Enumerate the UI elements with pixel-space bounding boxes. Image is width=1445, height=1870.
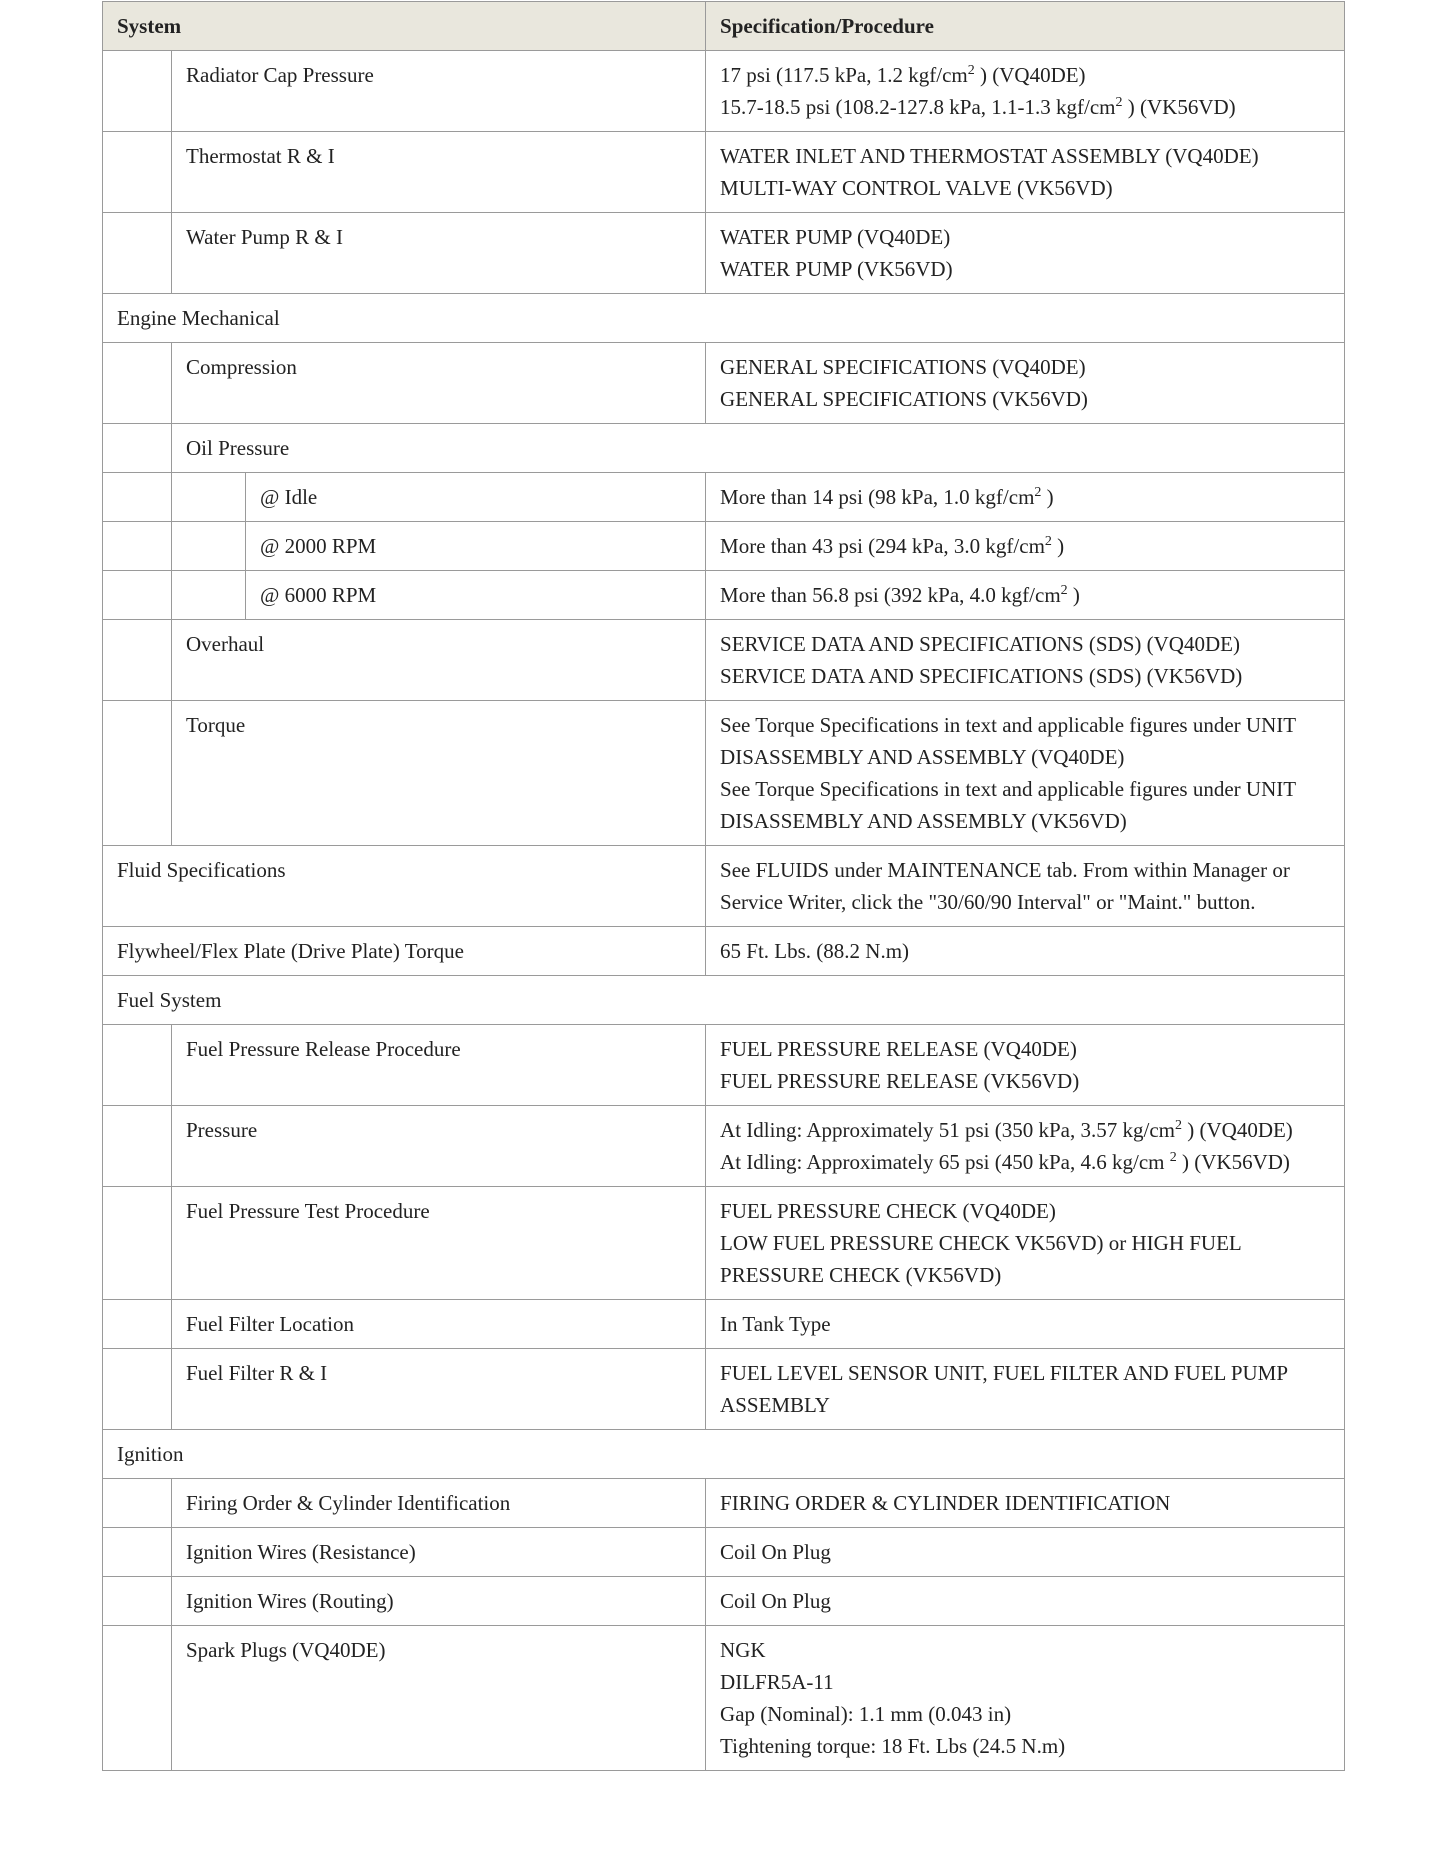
table-row [103,846,1345,927]
spec-line: More than 14 psi (98 kPa, 1.0 kgf/$cm^2$ ) [720,485,1054,509]
table-row [103,1528,1345,1577]
system-label: Compression [172,343,706,424]
table-row [103,424,1345,473]
spec-value [706,846,1345,927]
indent-cell [103,1626,172,1771]
spec-value [706,51,1345,132]
system-label: Oil Pressure [172,424,1345,473]
table-row [103,473,1345,522]
spec-line: FIRING ORDER & CYLINDER IDENTIFICATION [720,1491,1171,1515]
superscript: 2 [1060,583,1068,598]
spec-line: SERVICE DATA AND SPECIFICATIONS (SDS) (VK56VD) [720,664,1243,688]
system-label: @ 6000 RPM [246,571,706,620]
system-label: Fuel Pressure Test Procedure [172,1187,706,1300]
table-row [103,701,1345,846]
spec-line: In Tank Type [720,1312,831,1336]
spec-line: WATER PUMP (VQ40DE) [720,225,951,249]
indent-cell [103,473,172,522]
system-label: Ignition [103,1430,1345,1479]
spec-value [706,1025,1345,1106]
spec-line: At Idling: Approximately 51 psi (350 kPa, 3.57 $kg/cm^2$ ) (VQ40DE) [720,1118,1293,1142]
indent-cell [103,51,172,132]
column-header-system: System [103,2,706,51]
superscript: 2 [1044,534,1052,549]
table-row [103,1479,1345,1528]
spec-line: Coil On Plug [720,1589,831,1613]
table-row [103,294,1345,343]
spec-line: 65 Ft. Lbs. (88.2 N.m) [720,939,910,963]
spec-line: Tightening torque: 18 Ft. Lbs (24.5 N.m) [720,1734,1066,1758]
spec-value [706,1187,1345,1300]
spec-line: More than 56.8 psi (392 kPa, 4.0 kgf/$cm^2$ ) [720,583,1080,607]
table-row [103,1349,1345,1430]
table-body [103,51,1345,1771]
table-header-row [103,2,1345,51]
spec-line: FUEL LEVEL SENSOR UNIT, FUEL FILTER AND FUEL PUMP ASSEMBLY [720,1361,1288,1417]
spec-value [706,1626,1345,1771]
system-label: Ignition Wires (Resistance) [172,1528,706,1577]
indent-cell [103,1349,172,1430]
indent-cell [103,1577,172,1626]
spec-value [706,473,1345,522]
spec-line: GENERAL SPECIFICATIONS (VQ40DE) [720,355,1086,379]
spec-value [706,701,1345,846]
table-row [103,1626,1345,1771]
system-label: Pressure [172,1106,706,1187]
indent-cell [103,620,172,701]
table-row [103,213,1345,294]
spec-line: WATER INLET AND THERMOSTAT ASSEMBLY (VQ40DE) [720,144,1259,168]
system-label: Flywheel/Flex Plate (Drive Plate) Torque [103,927,706,976]
spec-line: FUEL PRESSURE CHECK (VQ40DE) [720,1199,1056,1223]
table-row [103,132,1345,213]
spec-value [706,620,1345,701]
spec-line: More than 43 psi (294 kPa, 3.0 kgf/$cm^2$ ) [720,534,1065,558]
indent-cell [103,1106,172,1187]
table-row [103,1187,1345,1300]
indent-cell [103,1025,172,1106]
system-label: Engine Mechanical [103,294,1345,343]
table-row [103,1106,1345,1187]
indent-cell [172,473,246,522]
spec-value [706,1528,1345,1577]
spec-line: LOW FUEL PRESSURE CHECK VK56VD) or HIGH FUEL PRESSURE CHECK (VK56VD) [720,1231,1241,1287]
indent-cell [103,701,172,846]
system-label: Fuel Pressure Release Procedure [172,1025,706,1106]
spec-line: See Torque Specifications in text and applicable figures under UNIT DISASSEMBLY AND ASSEMBLY (VK56VD) [720,777,1296,833]
indent-cell [103,213,172,294]
indent-cell [103,424,172,473]
superscript: 2 [1175,1118,1182,1133]
system-label: @ 2000 RPM [246,522,706,571]
system-label: Firing Order & Cylinder Identification [172,1479,706,1528]
spec-value [706,1577,1345,1626]
indent-cell [103,1479,172,1528]
superscript: 2 [1115,95,1123,110]
column-header-spec: Specification/Procedure [706,2,1345,51]
spec-value [706,571,1345,620]
system-label: Overhaul [172,620,706,701]
system-label: Fluid Specifications [103,846,706,927]
indent-cell [172,571,246,620]
spec-value [706,213,1345,294]
spec-value [706,522,1345,571]
spec-line: NGK [720,1638,766,1662]
spec-line: At Idling: Approximately 65 psi (450 kPa, 4.6 kg/cm $^2$ ) (VK56VD) [720,1150,1290,1174]
system-label: Water Pump R & I [172,213,706,294]
spec-value [706,1300,1345,1349]
table-row [103,571,1345,620]
system-label: Torque [172,701,706,846]
spec-line: Coil On Plug [720,1540,831,1564]
indent-cell [103,1300,172,1349]
table-row [103,1577,1345,1626]
table-row [103,620,1345,701]
spec-line: See Torque Specifications in text and applicable figures under UNIT DISASSEMBLY AND ASSEMBLY (VQ40DE) [720,713,1296,769]
table-row [103,1025,1345,1106]
indent-cell [103,1187,172,1300]
system-label: Spark Plugs (VQ40DE) [172,1626,706,1771]
indent-cell [103,1528,172,1577]
indent-cell [103,132,172,213]
indent-cell [103,343,172,424]
indent-cell [103,571,172,620]
spec-line: SERVICE DATA AND SPECIFICATIONS (SDS) (VQ40DE) [720,632,1240,656]
spec-value [706,132,1345,213]
system-label: Fuel Filter Location [172,1300,706,1349]
spec-value [706,1479,1345,1528]
table-row [103,1300,1345,1349]
system-label: Fuel Filter R & I [172,1349,706,1430]
system-label: Fuel System [103,976,1345,1025]
spec-line: GENERAL SPECIFICATIONS (VK56VD) [720,387,1088,411]
spec-line: FUEL PRESSURE RELEASE (VK56VD) [720,1069,1080,1093]
spec-line: DILFR5A-11 [720,1670,834,1694]
indent-cell [172,522,246,571]
spec-line: 15.7-18.5 psi (108.2-127.8 kPa, 1.1-1.3 kgf/$cm^2$ ) (VK56VD) [720,95,1236,119]
spec-value [706,927,1345,976]
spec-value [706,1349,1345,1430]
superscript: 2 [967,63,975,78]
table-row [103,976,1345,1025]
table-row [103,51,1345,132]
indent-cell [103,522,172,571]
system-label: Thermostat R & I [172,132,706,213]
table-row [103,522,1345,571]
spec-line: Gap (Nominal): 1.1 mm (0.043 in) [720,1702,1012,1726]
spec-line: WATER PUMP (VK56VD) [720,257,953,281]
superscript: 2 [1034,485,1042,500]
spec-line: MULTI-WAY CONTROL VALVE (VK56VD) [720,176,1113,200]
system-label: Ignition Wires (Routing) [172,1577,706,1626]
system-label: Radiator Cap Pressure [172,51,706,132]
spec-value [706,343,1345,424]
spec-line: See FLUIDS under MAINTENANCE tab. From within Manager or Service Writer, click the "30/60/90 Interval" or "Maint." button. [720,858,1290,914]
system-label: @ Idle [246,473,706,522]
spec-line: 17 psi (117.5 kPa, 1.2 kgf/$cm^2$ ) (VQ40DE) [720,63,1086,87]
table-row [103,343,1345,424]
spec-value [706,1106,1345,1187]
superscript: 2 [1169,1150,1177,1165]
table-row [103,1430,1345,1479]
spec-line: FUEL PRESSURE RELEASE (VQ40DE) [720,1037,1077,1061]
spec-table [102,1,1345,1771]
table-row [103,927,1345,976]
